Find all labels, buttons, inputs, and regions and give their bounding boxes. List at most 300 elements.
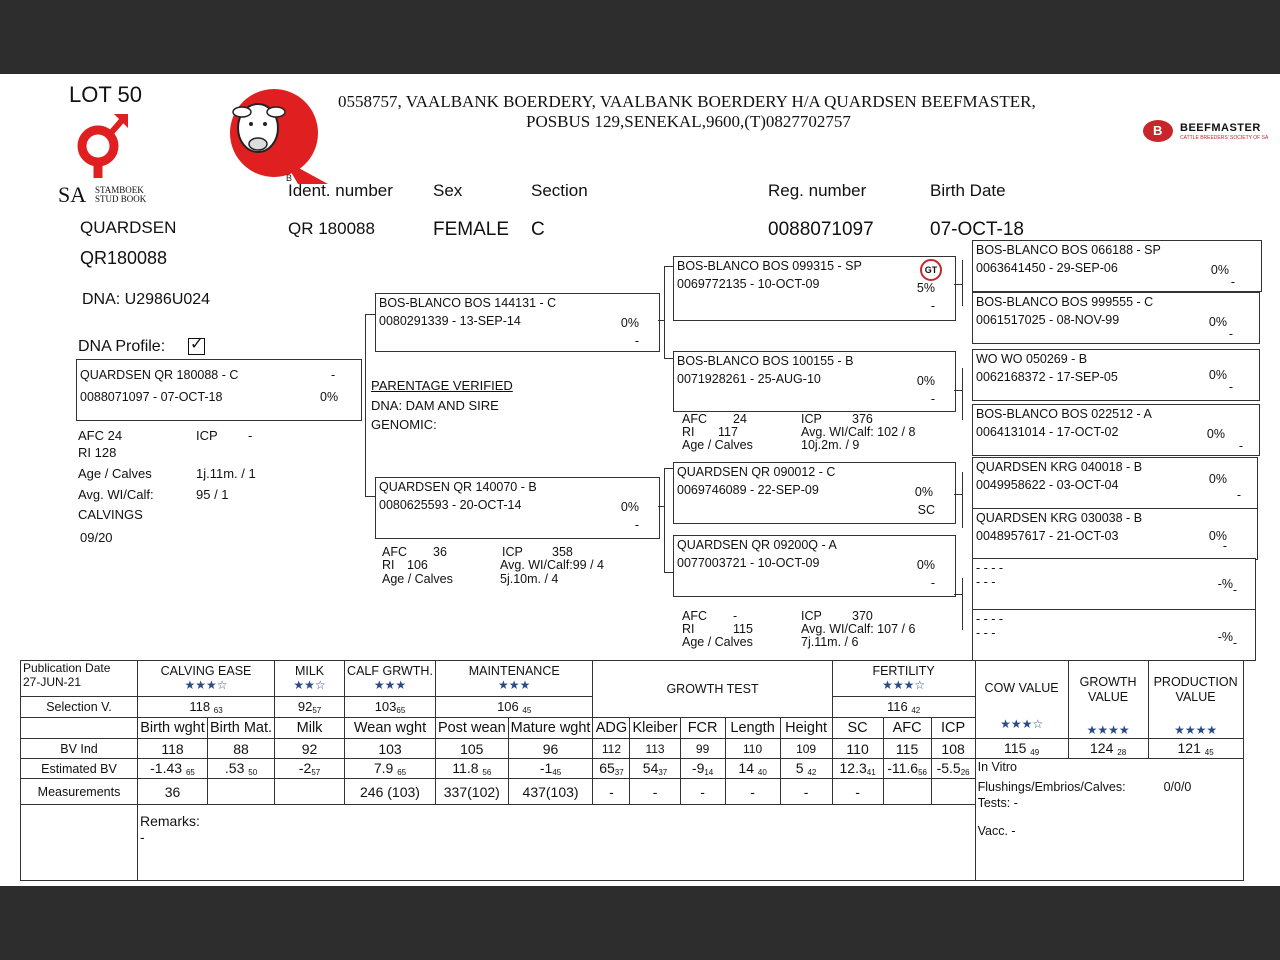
- growth-test-header: GROWTH TEST: [593, 661, 832, 718]
- great-grandparent-dash: -: [1228, 327, 1233, 341]
- subject-animal-box: [76, 359, 362, 421]
- trait-header: Height: [780, 717, 832, 738]
- production-value-cell: [1148, 739, 1243, 759]
- parentage-dna: DNA: DAM AND SIRE: [371, 398, 499, 413]
- in-vitro-label: In Vitro: [977, 760, 1017, 774]
- great-grandparent-reg-date: - - -: [976, 575, 996, 589]
- trait-header: Wean wght: [345, 717, 436, 738]
- calf-growth-label: CALF GRWTH.: [347, 664, 433, 679]
- ebv-value: 7.9: [373, 760, 394, 776]
- ebv-cell: [780, 759, 832, 779]
- great-grandparent-name: BOS-BLANCO BOS 066188 - SP: [976, 243, 1161, 257]
- calving-ease-header: [138, 661, 275, 697]
- ebv-cell: [508, 759, 593, 779]
- empty-cell: [21, 717, 138, 738]
- accuracy: 45: [1204, 748, 1214, 757]
- subject-avg-value: 95 / 1: [196, 487, 229, 502]
- trait-header: Birth wght: [138, 717, 208, 738]
- milk-stars-icon: ★★☆: [293, 678, 326, 693]
- bv-label: BV Ind: [21, 739, 138, 759]
- dam-ri-value: 106: [407, 558, 428, 572]
- tests-label: Tests: -: [977, 796, 1018, 810]
- fertility-stars-icon: ★★★☆: [882, 678, 926, 693]
- beefmaster-subtitle: CATTLE BREEDERS' SOCIETY OF SA: [1180, 135, 1269, 141]
- great-grandparent-dash: -: [1232, 636, 1237, 650]
- subject-dash: -: [331, 368, 336, 382]
- gp1-avg-calf: Avg. WI/Calf: 102 / 8: [801, 425, 916, 439]
- remarks-cell: [138, 805, 976, 881]
- beefmaster-brand-letter: B: [1153, 123, 1163, 138]
- subject-avg-label: Avg. WI/Calf:: [78, 487, 154, 502]
- gp1-age-value: 10j.2m. / 9: [801, 438, 860, 452]
- bv-cell: 110: [832, 739, 883, 759]
- subject-ri: RI 128: [78, 445, 117, 460]
- selection-cell: [435, 696, 593, 717]
- great-grandparent-reg-date: 0048957617 - 21-OCT-03: [976, 529, 1119, 543]
- bv-cell: 115: [883, 739, 931, 759]
- connector-line: [365, 314, 375, 315]
- connector-line: [954, 594, 962, 595]
- grandparent-dash: -: [930, 576, 935, 590]
- publication-date: 27-JUN-21: [23, 675, 82, 689]
- parentage-verified: PARENTAGE VERIFIED: [371, 378, 513, 393]
- cow-value-header: [975, 661, 1068, 739]
- calf-growth-header: [345, 661, 436, 697]
- publication-label: Publication Date: [23, 661, 111, 675]
- ebv-cell: [630, 759, 680, 779]
- gp1-ri-label: RI: [682, 425, 695, 439]
- growth-value: 124: [1090, 740, 1114, 756]
- grandparent-box: [673, 256, 956, 321]
- dam-afc-value: 36: [433, 545, 447, 559]
- maintenance-label: MAINTENANCE: [468, 664, 560, 679]
- great-grandparent-reg-date: - - -: [976, 626, 996, 640]
- great-grandparent-percent: 0%: [1208, 315, 1227, 329]
- accuracy: 40: [757, 768, 767, 777]
- dam-icp-value: 358: [552, 545, 573, 559]
- selection-value: 118: [189, 698, 211, 714]
- herd-name: QUARDSEN: [80, 218, 177, 237]
- empty-cell: [21, 805, 138, 881]
- great-grandparent-dash: -: [1228, 380, 1233, 394]
- grandparent-dash: -: [930, 392, 935, 406]
- pedigree-certificate: [0, 74, 1280, 886]
- grandparent-name: BOS-BLANCO BOS 099315 - SP: [677, 259, 862, 273]
- grandparent-percent: 0%: [914, 485, 933, 499]
- bv-cell: 118: [138, 739, 208, 759]
- trait-header: Post wean: [435, 717, 508, 738]
- accuracy: 37: [614, 768, 624, 777]
- ebv-cell: [725, 759, 780, 779]
- great-grandparent-box: [972, 457, 1258, 509]
- ebv-value: 14: [738, 760, 754, 776]
- calf-growth-stars-icon: ★★★: [373, 678, 407, 693]
- sire-percent: 0%: [620, 316, 639, 330]
- selection-cell: [832, 696, 975, 717]
- great-grandparent-name: BOS-BLANCO BOS 999555 - C: [976, 295, 1154, 309]
- growth-value-header: [1068, 661, 1148, 739]
- brand-letter: B: [286, 173, 293, 183]
- dam-afc-label: AFC: [382, 545, 407, 559]
- measurement-cell: [931, 779, 975, 805]
- connector-line: [658, 506, 664, 507]
- cow-value: 115: [1004, 740, 1027, 756]
- measurement-cell: [208, 779, 275, 805]
- great-grandparent-percent: 0%: [1208, 529, 1227, 543]
- ebv-cell: [593, 759, 630, 779]
- great-grandparent-dash: -: [1236, 488, 1241, 502]
- selection-value: 92: [297, 698, 313, 714]
- measurement-cell: -: [680, 779, 725, 805]
- ident-number: QR 180088: [288, 219, 375, 238]
- gp3-ri-label: RI: [682, 622, 695, 636]
- growth-value-cell: [1068, 739, 1148, 759]
- ident-number-label: Ident. number: [288, 181, 393, 200]
- cow-value-cell: [975, 739, 1068, 759]
- breeder-line-2: POSBUS 129,SENEKAL,9600,(T)0827702757: [526, 112, 851, 131]
- selection-value: 116: [886, 698, 908, 714]
- bv-cell: 108: [931, 739, 975, 759]
- publication-cell: [21, 661, 138, 697]
- ebv-value: 12.3: [839, 760, 867, 776]
- bv-cell: 96: [508, 739, 593, 759]
- great-grandparent-name: BOS-BLANCO BOS 022512 - A: [976, 407, 1152, 421]
- accuracy: 45: [522, 705, 532, 715]
- grandparent-reg-date: 0069772135 - 10-OCT-09: [677, 277, 820, 291]
- great-grandparent-name: - - - -: [976, 612, 1004, 626]
- great-grandparent-dash: -: [1230, 275, 1235, 289]
- connector-line: [954, 284, 962, 285]
- dam-percent: 0%: [620, 500, 639, 514]
- milk-header: [275, 661, 345, 697]
- grandparent-reg-date: 0069746089 - 22-SEP-09: [677, 483, 819, 497]
- subject-afc: AFC 24: [78, 428, 123, 443]
- reg-number-label: Reg. number: [768, 181, 867, 200]
- great-grandparent-box: [972, 558, 1256, 610]
- trait-header: Kleiber: [630, 717, 680, 738]
- accuracy: 42: [911, 705, 921, 715]
- connector-line: [954, 390, 962, 391]
- production-value-label: PRODUCTION VALUE: [1153, 675, 1238, 704]
- great-grandparent-reg-date: 0049958622 - 03-OCT-04: [976, 478, 1119, 492]
- connector-line: [962, 578, 963, 630]
- dna-code: DNA: U2986U024: [82, 291, 211, 308]
- ebv-cell: [931, 759, 975, 779]
- connector-line: [962, 472, 963, 528]
- grandparent-percent: 0%: [916, 558, 935, 572]
- beefmaster-wordmark: BEEFMASTER: [1180, 122, 1261, 134]
- genomic-tested-badge-icon: GT: [920, 259, 942, 281]
- great-grandparent-dash: -: [1232, 583, 1237, 597]
- selection-value: 106: [497, 698, 519, 714]
- selection-label: Selection V.: [21, 696, 138, 717]
- great-grandparent-reg-date: 0062168372 - 17-SEP-05: [976, 370, 1118, 384]
- growth-value-label: GROWTH VALUE: [1079, 675, 1137, 704]
- dam-name: QUARDSEN QR 140070 - B: [379, 480, 537, 494]
- great-grandparent-percent: 0%: [1210, 263, 1229, 277]
- great-grandparent-box: [972, 292, 1260, 344]
- breeder-line-1: 0558757, VAALBANK BOERDERY, VAALBANK BOERDERY H/A QUARDSEN BEEFMASTER,: [338, 92, 1036, 111]
- measurement-cell: -: [725, 779, 780, 805]
- great-grandparent-box: [972, 508, 1258, 560]
- gp1-age-label: Age / Calves: [682, 438, 753, 452]
- maintenance-header: [435, 661, 593, 697]
- connector-line: [954, 494, 962, 495]
- selection-cell: [138, 696, 275, 717]
- accuracy: 49: [1030, 748, 1040, 757]
- connector-line: [664, 572, 673, 573]
- great-grandparent-name: QUARDSEN KRG 030038 - B: [976, 511, 1143, 525]
- section-value: C: [531, 219, 545, 240]
- calvings-label: CALVINGS: [78, 507, 143, 522]
- beefmaster-logo-icon: [1143, 120, 1173, 142]
- dam-age-value: 5j.10m. / 4: [500, 572, 559, 586]
- bv-cell: 103: [345, 739, 436, 759]
- sex-value: FEMALE: [433, 219, 510, 240]
- studbook-label: STUD BOOK: [95, 194, 147, 204]
- ebv-value: -9: [691, 760, 705, 776]
- accuracy: 65: [396, 705, 406, 715]
- great-grandparent-dash: -: [1222, 539, 1227, 553]
- measurement-cell: -: [630, 779, 680, 805]
- sire-box: [375, 293, 660, 352]
- connector-line: [664, 468, 665, 572]
- connector-line: [664, 358, 673, 359]
- measurement-cell: -: [593, 779, 630, 805]
- flushings-label: Flushings/Embrios/Calves:: [977, 780, 1126, 794]
- gp1-icp-label: ICP: [801, 412, 822, 426]
- production-value-header: [1148, 661, 1243, 739]
- accuracy: 56: [918, 768, 927, 777]
- measurement-cell: [883, 779, 931, 805]
- calving-ease-label: CALVING EASE: [160, 664, 252, 679]
- ebv-cell: [435, 759, 508, 779]
- sire-name: BOS-BLANCO BOS 144131 - C: [379, 296, 557, 310]
- subject-icp-label: ICP: [196, 428, 218, 443]
- accuracy: 57: [312, 705, 322, 715]
- calving-ease-stars-icon: ★★★☆: [184, 678, 228, 693]
- dam-reg-date: 0080625593 - 20-OCT-14: [379, 498, 522, 512]
- great-grandparent-reg-date: 0063641450 - 29-SEP-06: [976, 261, 1118, 275]
- milk-label: MILK: [294, 664, 325, 679]
- measurement-cell: 246 (103): [345, 779, 436, 805]
- great-grandparent-reg-date: 0064131014 - 17-OCT-02: [976, 425, 1119, 439]
- measurement-cell: 337(102): [435, 779, 508, 805]
- dam-dash: -: [634, 518, 639, 532]
- gp1-ri-value: 117: [718, 425, 738, 439]
- connector-line: [658, 320, 664, 321]
- grandparent-box: [673, 535, 956, 597]
- grandparent-box: [673, 462, 956, 524]
- ebv-cell: [832, 759, 883, 779]
- grandparent-box: [673, 351, 956, 412]
- great-grandparent-name: QUARDSEN KRG 040018 - B: [976, 460, 1143, 474]
- measurement-cell: -: [832, 779, 883, 805]
- ebv-cell: [138, 759, 208, 779]
- measurements-label: Measurements: [21, 779, 138, 805]
- ebv-value: 11.8: [452, 760, 479, 776]
- ebv-value: -1.43: [150, 760, 183, 776]
- reg-number: 0088071097: [768, 219, 874, 240]
- connector-line: [664, 266, 665, 358]
- subject-reg-date: 0088071097 - 07-OCT-18: [80, 390, 223, 404]
- great-grandparent-percent: 0%: [1206, 427, 1225, 441]
- bv-cell: 92: [275, 739, 345, 759]
- selection-cell: [345, 696, 436, 717]
- ebv-cell: [883, 759, 931, 779]
- ebv-value: -5.5: [936, 760, 961, 776]
- grandparent-dash: -: [930, 299, 935, 313]
- lot-number: LOT 50: [69, 82, 142, 107]
- calvings-value: 09/20: [80, 530, 113, 545]
- trait-header: AFC: [883, 717, 931, 738]
- gp3-avg-calf: Avg. WI/Calf: 107 / 6: [801, 622, 916, 636]
- accuracy: 63: [213, 705, 223, 715]
- accuracy: 41: [866, 768, 876, 777]
- grandparent-name: BOS-BLANCO BOS 100155 - B: [677, 354, 854, 368]
- ebv-value: -11.6: [887, 760, 919, 776]
- ebv-value: 54: [642, 760, 659, 776]
- trait-header: Birth Mat.: [208, 717, 275, 738]
- measurement-cell: 36: [138, 779, 208, 805]
- trait-header: ICP: [931, 717, 975, 738]
- remarks-value: -: [140, 829, 145, 845]
- connector-line: [962, 260, 963, 306]
- grandparent-percent: 5%: [916, 281, 935, 295]
- grandparent-name: QUARDSEN QR 09200Q - A: [677, 538, 837, 552]
- dam-ri-label: RI: [382, 558, 395, 572]
- dam-icp-label: ICP: [502, 545, 523, 559]
- grandparent-name: QUARDSEN QR 090012 - C: [677, 465, 836, 479]
- gp1-afc-value: 24: [733, 412, 747, 426]
- bv-row: [21, 739, 1244, 759]
- sire-dash: -: [634, 334, 639, 348]
- checkmark-icon: ✓: [190, 336, 204, 353]
- bv-cell: 113: [630, 739, 680, 759]
- cow-value-stars-icon: ★★★☆: [1000, 717, 1044, 731]
- measurement-cell: 437(103): [508, 779, 593, 805]
- dna-profile-label: DNA Profile:: [78, 338, 166, 355]
- performance-table: [20, 660, 1244, 881]
- bv-cell: 88: [208, 739, 275, 759]
- subject-percent: 0%: [320, 390, 339, 404]
- grandparent-percent: 0%: [916, 374, 935, 388]
- great-grandparent-reg-date: 0061517025 - 08-NOV-99: [976, 313, 1120, 327]
- subject-age-label: Age / Calves: [78, 466, 152, 481]
- gp3-icp-value: 370: [852, 609, 873, 623]
- sire-reg-date: 0080291339 - 13-SEP-14: [379, 314, 521, 328]
- stamboek-label: STAMBOEK: [95, 185, 144, 195]
- accuracy: 45: [552, 768, 562, 777]
- great-grandparent-box: [972, 240, 1262, 292]
- bv-cell: 112: [593, 739, 630, 759]
- dam-box: [375, 477, 660, 539]
- accuracy: 65: [185, 768, 195, 777]
- trait-header: FCR: [680, 717, 725, 738]
- ebv-value: 65: [599, 760, 615, 776]
- dna-profile-checkbox: [188, 338, 205, 355]
- remarks-label: Remarks:: [140, 813, 200, 829]
- accuracy: 57: [311, 768, 321, 777]
- accuracy: 28: [1117, 748, 1127, 757]
- accuracy: 56: [482, 768, 492, 777]
- gp3-icp-label: ICP: [801, 609, 822, 623]
- gp3-age-value: 7j.11m. / 6: [801, 635, 859, 649]
- production-value: 121: [1177, 740, 1201, 756]
- accuracy: 65: [397, 768, 407, 777]
- ebv-value: -2: [298, 760, 312, 776]
- subject-age-value: 1j.11m. / 1: [196, 466, 256, 481]
- great-grandparent-box: [972, 609, 1256, 661]
- connector-line: [365, 314, 366, 496]
- accuracy: 14: [704, 768, 714, 777]
- trait-header: Length: [725, 717, 780, 738]
- gp3-age-label: Age / Calves: [682, 635, 753, 649]
- ebv-cell: [680, 759, 725, 779]
- flushings-value: 0/0/0: [1163, 780, 1192, 794]
- female-symbol-icon: [70, 112, 130, 180]
- gp3-ri-value: 115: [733, 622, 753, 636]
- dam-avg-calf: Avg. WI/Calf:99 / 4: [500, 558, 604, 572]
- great-grandparent-percent: 0%: [1208, 368, 1227, 382]
- trait-header: Milk: [275, 717, 345, 738]
- birth-date: 07-OCT-18: [930, 219, 1024, 240]
- quardsen-bull-logo-icon: [224, 88, 330, 186]
- gp1-afc-label: AFC: [682, 412, 707, 426]
- bv-cell: 109: [780, 739, 832, 759]
- subject-icp-value: -: [248, 428, 253, 443]
- growth-value-stars-icon: ★★★★: [1086, 723, 1130, 737]
- great-grandparent-name: - - - -: [976, 561, 1004, 575]
- ebv-cell: [208, 759, 275, 779]
- great-grandparent-percent: 0%: [1208, 472, 1227, 486]
- ebv-value: -1: [539, 760, 553, 776]
- maintenance-stars-icon: ★★★: [498, 678, 531, 693]
- ebv-cell: [275, 759, 345, 779]
- great-grandparent-box: [972, 349, 1260, 401]
- ebv-label: Estimated BV: [21, 759, 138, 779]
- grandparent-reg-date: 0077003721 - 10-OCT-09: [677, 556, 820, 570]
- ebv-value: .53: [224, 760, 245, 776]
- great-grandparent-box: [972, 404, 1260, 456]
- vacc-label: Vacc. -: [977, 824, 1016, 838]
- measurement-cell: [275, 779, 345, 805]
- trait-header: Mature wght: [508, 717, 593, 738]
- connector-line: [664, 266, 673, 267]
- ebv-row: [21, 759, 1244, 779]
- selection-value: 103: [374, 698, 397, 714]
- selection-cell: [275, 696, 345, 717]
- animal-code: QR180088: [80, 248, 168, 268]
- great-grandparent-name: WO WO 050269 - B: [976, 352, 1088, 366]
- gp3-afc-label: AFC: [682, 609, 707, 623]
- great-grandparent-percent: -%: [1217, 577, 1233, 591]
- gp1-icp-value: 376: [852, 412, 873, 426]
- bv-cell: 99: [680, 739, 725, 759]
- subject-name: QUARDSEN QR 180088 - C: [80, 368, 239, 382]
- stamboek-sa-text: SA: [58, 182, 87, 207]
- production-value-stars-icon: ★★★★: [1174, 723, 1218, 737]
- great-grandparent-dash: -: [1238, 439, 1243, 453]
- accuracy: 42: [807, 768, 817, 777]
- gp3-afc-value: -: [733, 609, 738, 623]
- bv-cell: 105: [435, 739, 508, 759]
- cow-value-label: COW VALUE: [984, 681, 1059, 695]
- accuracy: 37: [658, 768, 668, 777]
- trait-header: SC: [832, 717, 883, 738]
- grandparent-sc: SC: [917, 503, 935, 517]
- accuracy: 50: [248, 768, 258, 777]
